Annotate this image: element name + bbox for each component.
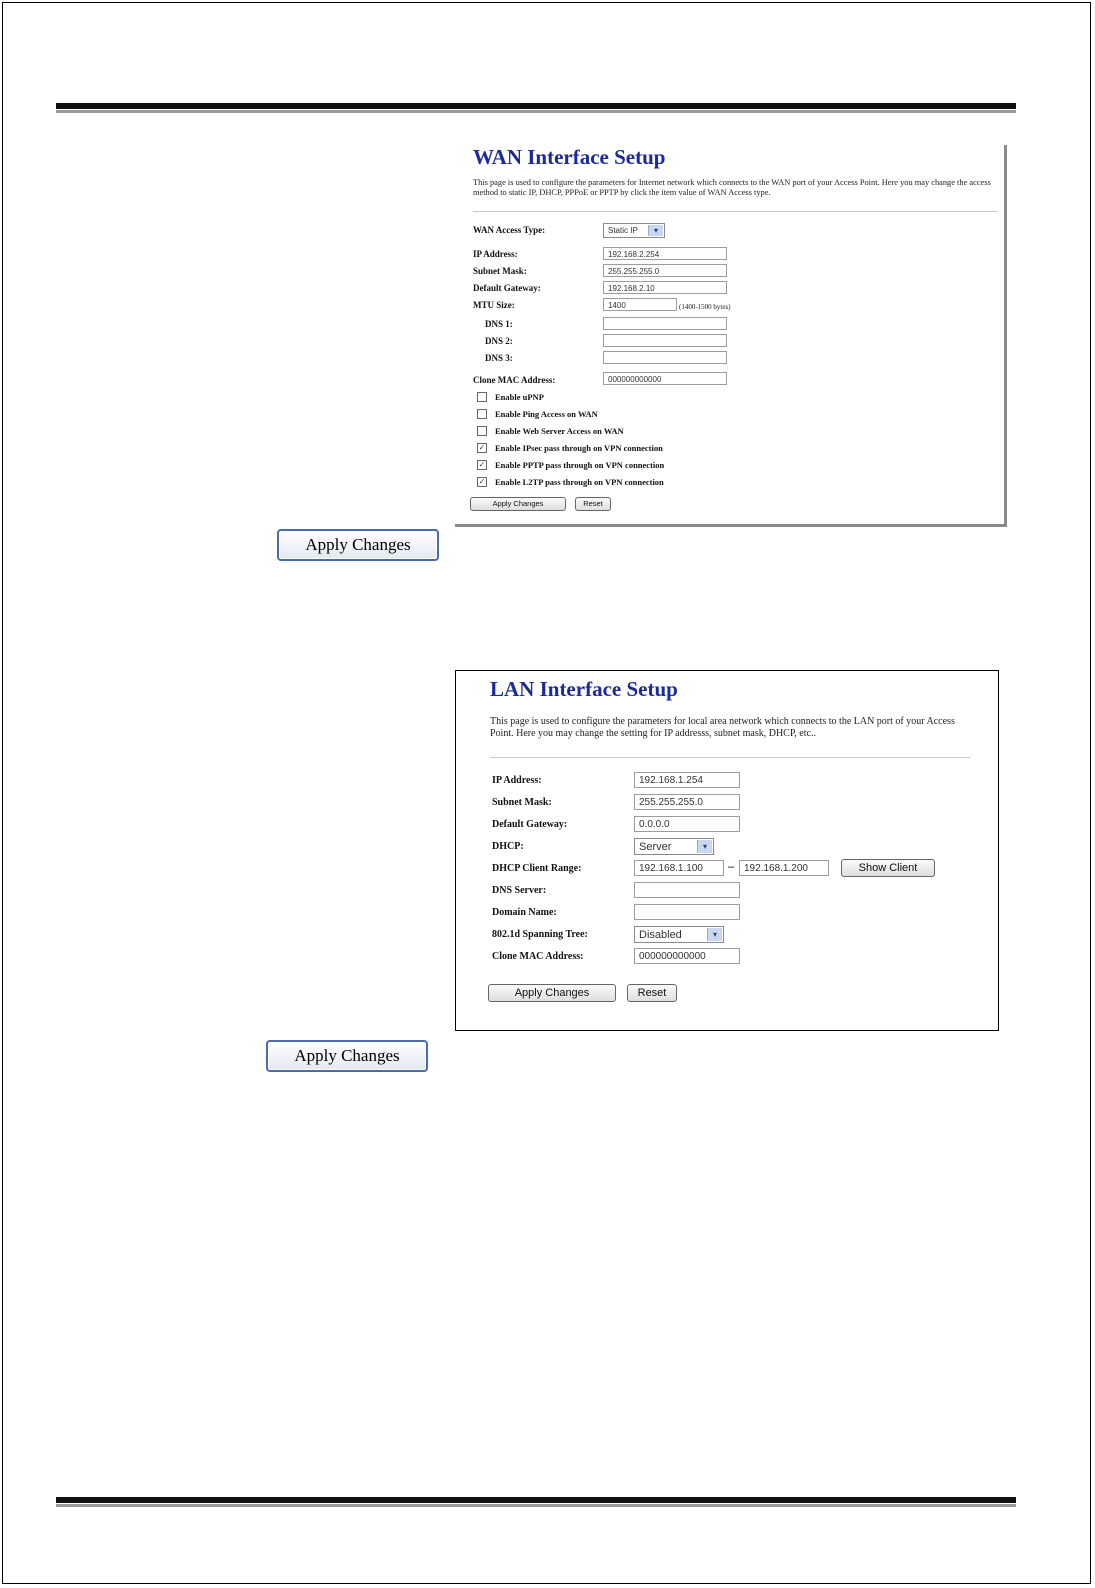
wan-description: This page is used to configure the parameters for Internet network which connects to the WAN port of your Access Point. Here you may change the access method to static IP, DHCP, PPPoE or PPTP by click the item value of WAN Access type. (473, 178, 991, 197)
wan-checkbox-webserver-label: Enable Web Server Access on WAN (495, 426, 624, 436)
wan-checkbox-webserver[interactable] (477, 426, 487, 436)
lan-gateway-label: Default Gateway: (492, 819, 568, 830)
header-rule-shadow (56, 110, 1016, 113)
lan-range-end-input[interactable]: 192.168.1.200 (739, 860, 829, 876)
lan-range-start-input[interactable]: 192.168.1.100 (634, 860, 724, 876)
lan-title: LAN Interface Setup (490, 677, 678, 701)
wan-checkbox-pptp-label: Enable PPTP pass through on VPN connection (495, 460, 665, 470)
wan-reset-button[interactable]: Reset (575, 497, 611, 511)
lan-dhcp-value: Server (639, 841, 672, 853)
wan-ip-label: IP Address: (473, 249, 518, 259)
wan-checkbox-upnp-label: Enable uPNP (495, 392, 544, 402)
wan-mtu-input[interactable]: 1400 (603, 298, 677, 311)
wan-setup-panel (455, 145, 1007, 527)
wan-dns2-input[interactable] (603, 334, 727, 347)
lan-setup-panel (455, 670, 999, 1031)
wan-mtu-unit: (1400-1500 bytes) (679, 303, 731, 311)
wan-checkbox-ping-label: Enable Ping Access on WAN (495, 409, 598, 419)
lan-dhcp-label: DHCP: (492, 841, 524, 852)
lan-description: This page is used to configure the parameters for local area network which connects to the LAN port of your Access Point. Here you may change the setting for IP addresss, subnet mask, DHCP, etc.. (490, 716, 955, 739)
lan-domain-label: Domain Name: (492, 907, 557, 918)
wan-apply-button[interactable]: Apply Changes (470, 497, 566, 511)
footer-rule-shadow (56, 1504, 1016, 1507)
wan-dns3-input[interactable] (603, 351, 727, 364)
lan-ip-input[interactable]: 192.168.1.254 (634, 772, 740, 788)
wan-dns1-input[interactable] (603, 317, 727, 330)
wan-checkbox-ipsec[interactable]: ✓ (478, 443, 486, 452)
wan-checkbox-l2tp-label: Enable L2TP pass through on VPN connection (495, 477, 664, 487)
wan-dns3-label: DNS 3: (485, 353, 513, 363)
chevron-down-icon: ▾ (648, 225, 663, 236)
wan-checkbox-l2tp[interactable]: ✓ (478, 477, 486, 486)
wan-checkbox-pptp[interactable]: ✓ (478, 460, 486, 469)
wan-checkbox-ipsec-label: Enable IPsec pass through on VPN connection (495, 443, 663, 453)
wan-checkbox-ping[interactable] (477, 409, 487, 419)
wan-dns2-label: DNS 2: (485, 336, 513, 346)
lan-stp-label: 802.1d Spanning Tree: (492, 929, 588, 940)
lan-mask-input[interactable]: 255.255.255.0 (634, 794, 740, 810)
apply-changes-button-lan-callout[interactable]: Apply Changes (266, 1040, 428, 1072)
lan-ip-label: IP Address: (492, 775, 542, 786)
lan-stp-value: Disabled (639, 929, 682, 941)
wan-ip-input[interactable]: 192.168.2.254 (603, 247, 727, 260)
wan-mask-input[interactable]: 255.255.255.0 (603, 264, 727, 277)
wan-gateway-input[interactable]: 192.168.2.10 (603, 281, 727, 294)
lan-apply-button[interactable]: Apply Changes (488, 984, 616, 1002)
wan-gateway-label: Default Gateway: (473, 283, 541, 293)
wan-title: WAN Interface Setup (473, 145, 666, 169)
wan-mtu-label: MTU Size: (473, 300, 515, 310)
wan-dns1-label: DNS 1: (485, 319, 513, 329)
wan-divider (473, 211, 998, 212)
wan-access-type-value: Static IP (608, 226, 638, 235)
wan-clone-mac-label: Clone MAC Address: (473, 375, 556, 385)
wan-access-type-label: WAN Access Type: (473, 225, 546, 235)
lan-clone-mac-label: Clone MAC Address: (492, 951, 584, 962)
lan-dns-label: DNS Server: (492, 885, 547, 896)
lan-dhcp-select[interactable] (634, 838, 714, 855)
chevron-down-icon: ▾ (697, 840, 712, 853)
wan-checkbox-upnp[interactable] (477, 392, 487, 402)
footer-rule (56, 1497, 1016, 1503)
header-rule (56, 103, 1016, 109)
lan-clone-mac-input[interactable]: 000000000000 (634, 948, 740, 964)
lan-stp-select[interactable] (634, 926, 724, 943)
apply-changes-button-wan-callout[interactable]: Apply Changes (277, 529, 439, 561)
lan-range-separator: – (728, 859, 734, 873)
wan-mask-label: Subnet Mask: (473, 266, 527, 276)
lan-domain-input[interactable] (634, 904, 740, 920)
lan-dns-input[interactable] (634, 882, 740, 898)
wan-clone-mac-input[interactable]: 000000000000 (603, 372, 727, 385)
lan-divider (490, 757, 970, 758)
lan-reset-button[interactable]: Reset (627, 984, 677, 1002)
lan-gateway-input[interactable]: 0.0.0.0 (634, 816, 740, 832)
chevron-down-icon: ▾ (707, 928, 722, 941)
lan-range-label: DHCP Client Range: (492, 863, 582, 874)
lan-mask-label: Subnet Mask: (492, 797, 552, 808)
wan-access-type-select[interactable] (603, 223, 665, 238)
show-client-button[interactable]: Show Client (841, 859, 935, 877)
